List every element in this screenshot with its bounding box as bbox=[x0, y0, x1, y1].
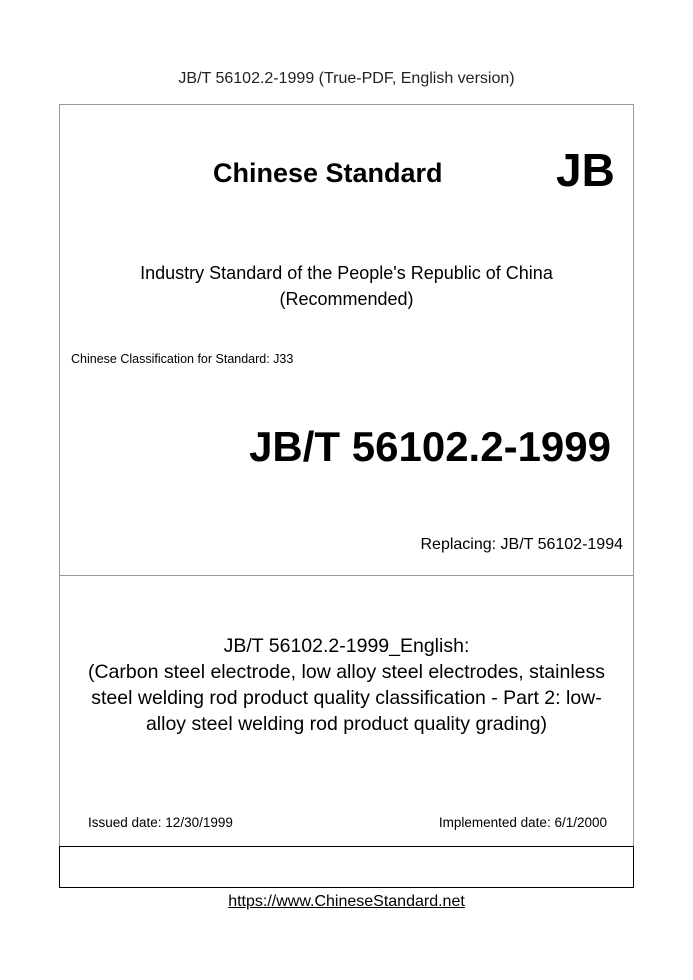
cover-heading: Chinese Standard bbox=[213, 158, 443, 188]
standard-mark: JB bbox=[556, 144, 615, 196]
title-line-3: steel welding rod product quality classification - Part 2: low- bbox=[91, 687, 602, 709]
english-title bbox=[60, 633, 633, 737]
title-line-4: alloy steel welding rod product quality grading) bbox=[145, 713, 548, 735]
industry-line-2: (Recommended) bbox=[279, 289, 414, 309]
industry-line-1: Industry Standard of the People's Republic of China bbox=[140, 263, 553, 283]
issued-date: Issued date: 12/30/1999 bbox=[88, 815, 233, 830]
title-line-1: JB/T 56102.2-1999_English: bbox=[223, 635, 470, 657]
standard-number: JB/T 56102.2-1999 bbox=[249, 423, 611, 470]
replacing-label: Replacing: JB/T 56102-1994 bbox=[420, 536, 623, 553]
cover-bottom-panel bbox=[59, 846, 634, 888]
implemented-date: Implemented date: 6/1/2000 bbox=[438, 815, 607, 830]
website-link[interactable]: https://www.ChineseStandard.net bbox=[228, 893, 465, 910]
industry-statement bbox=[0, 260, 693, 312]
title-line-2: (Carbon steel electrode, low alloy steel electrodes, stainless bbox=[87, 661, 605, 683]
document-header: JB/T 56102.2-1999 (True-PDF, English version) bbox=[178, 70, 515, 87]
footer bbox=[0, 893, 693, 911]
classification-label: Chinese Classification for Standard: J33 bbox=[71, 352, 294, 366]
